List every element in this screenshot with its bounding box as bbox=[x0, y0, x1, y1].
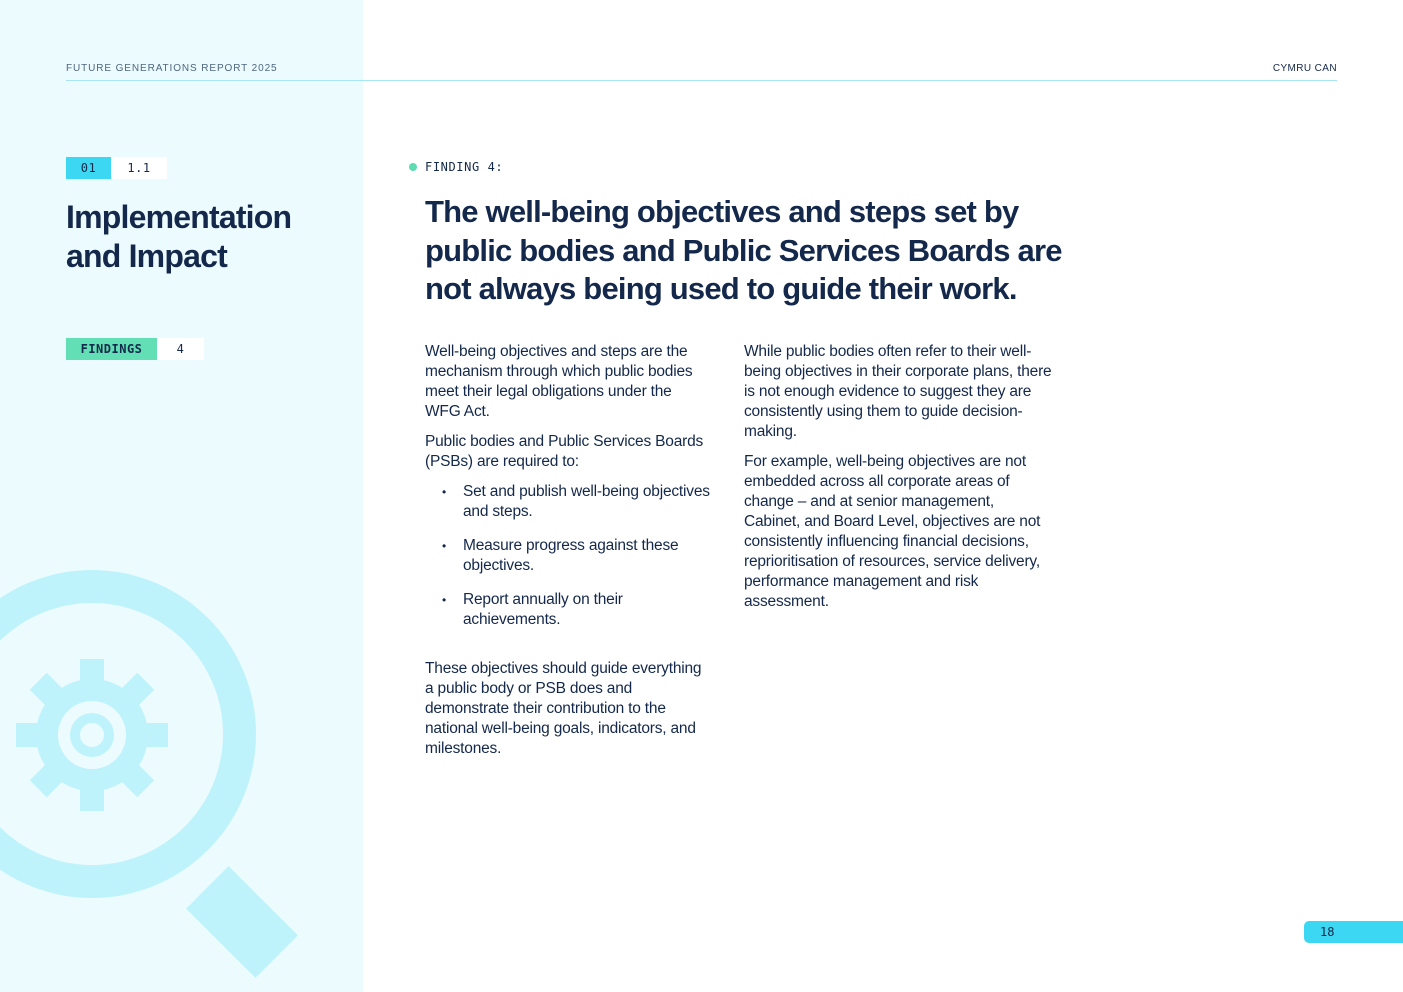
paragraph: These objectives should guide everything a public body or PSB does and demonstrate their contribution to the national well-being goals, indicators, and milestones. bbox=[425, 660, 702, 757]
section-tag bbox=[66, 157, 167, 179]
finding-headline-line-1: The well-being objectives and steps set by bbox=[425, 194, 1019, 229]
page-number-badge bbox=[1304, 921, 1403, 943]
left-text-column bbox=[425, 342, 710, 769]
list-item-text: Measure progress against these objectives. bbox=[463, 537, 679, 574]
right-text-column bbox=[744, 342, 1054, 622]
paragraph: While public bodies often refer to their well-being objectives in their corporate plans, there is not enough evidence to suggest they are consistently using them to guide decision-making. bbox=[744, 343, 1052, 440]
finding-headline-line-2: public bodies and Public Services Boards are bbox=[425, 232, 1062, 268]
header-divider bbox=[66, 80, 1337, 81]
paragraph: Well-being objectives and steps are the mechanism through which public bodies meet their legal obligations under the WFG Act. bbox=[425, 343, 693, 420]
brand-name: CYMRU CAN bbox=[1272, 63, 1337, 74]
finding-bullet-dot bbox=[409, 163, 417, 171]
bullet-marker: • bbox=[442, 593, 447, 607]
list-item-text: Set and publish well-being objectives and steps. bbox=[463, 483, 710, 520]
report-title: FUTURE GENERATIONS REPORT 2025 bbox=[66, 63, 278, 74]
list-item bbox=[425, 536, 710, 576]
requirements-list bbox=[425, 482, 710, 630]
list-item bbox=[425, 482, 710, 522]
section-title bbox=[66, 198, 346, 276]
section-number: 01 bbox=[66, 157, 111, 179]
list-item bbox=[425, 590, 710, 630]
section-title-line-1: Implementation bbox=[66, 199, 292, 235]
page-number: 18 bbox=[1320, 925, 1335, 939]
bullet-marker: • bbox=[442, 539, 447, 553]
list-item-text: Report annually on their achievements. bbox=[463, 591, 623, 628]
finding-headline bbox=[425, 193, 1105, 309]
findings-label: FINDINGS bbox=[66, 338, 157, 360]
finding-label: FINDING 4: bbox=[425, 160, 504, 174]
section-subnumber: 1.1 bbox=[111, 157, 167, 179]
finding-headline-line-3: not always being used to guide their work. bbox=[425, 271, 1017, 306]
section-title-line-2: and Impact bbox=[66, 238, 227, 274]
findings-tag bbox=[66, 338, 204, 360]
findings-count: 4 bbox=[157, 338, 204, 360]
paragraph: Public bodies and Public Services Boards (PSBs) are required to: bbox=[425, 433, 704, 470]
paragraph: For example, well-being objectives are not embedded across all corporate areas of change – and at senior management, Cabinet, and Board Level, objectives are not consistently influencing financial decisions, reprioritisation of resources, service delivery, performance management and risk assessment. bbox=[744, 453, 1041, 610]
bullet-marker: • bbox=[442, 485, 447, 499]
magnifier-gear-icon bbox=[0, 560, 363, 992]
